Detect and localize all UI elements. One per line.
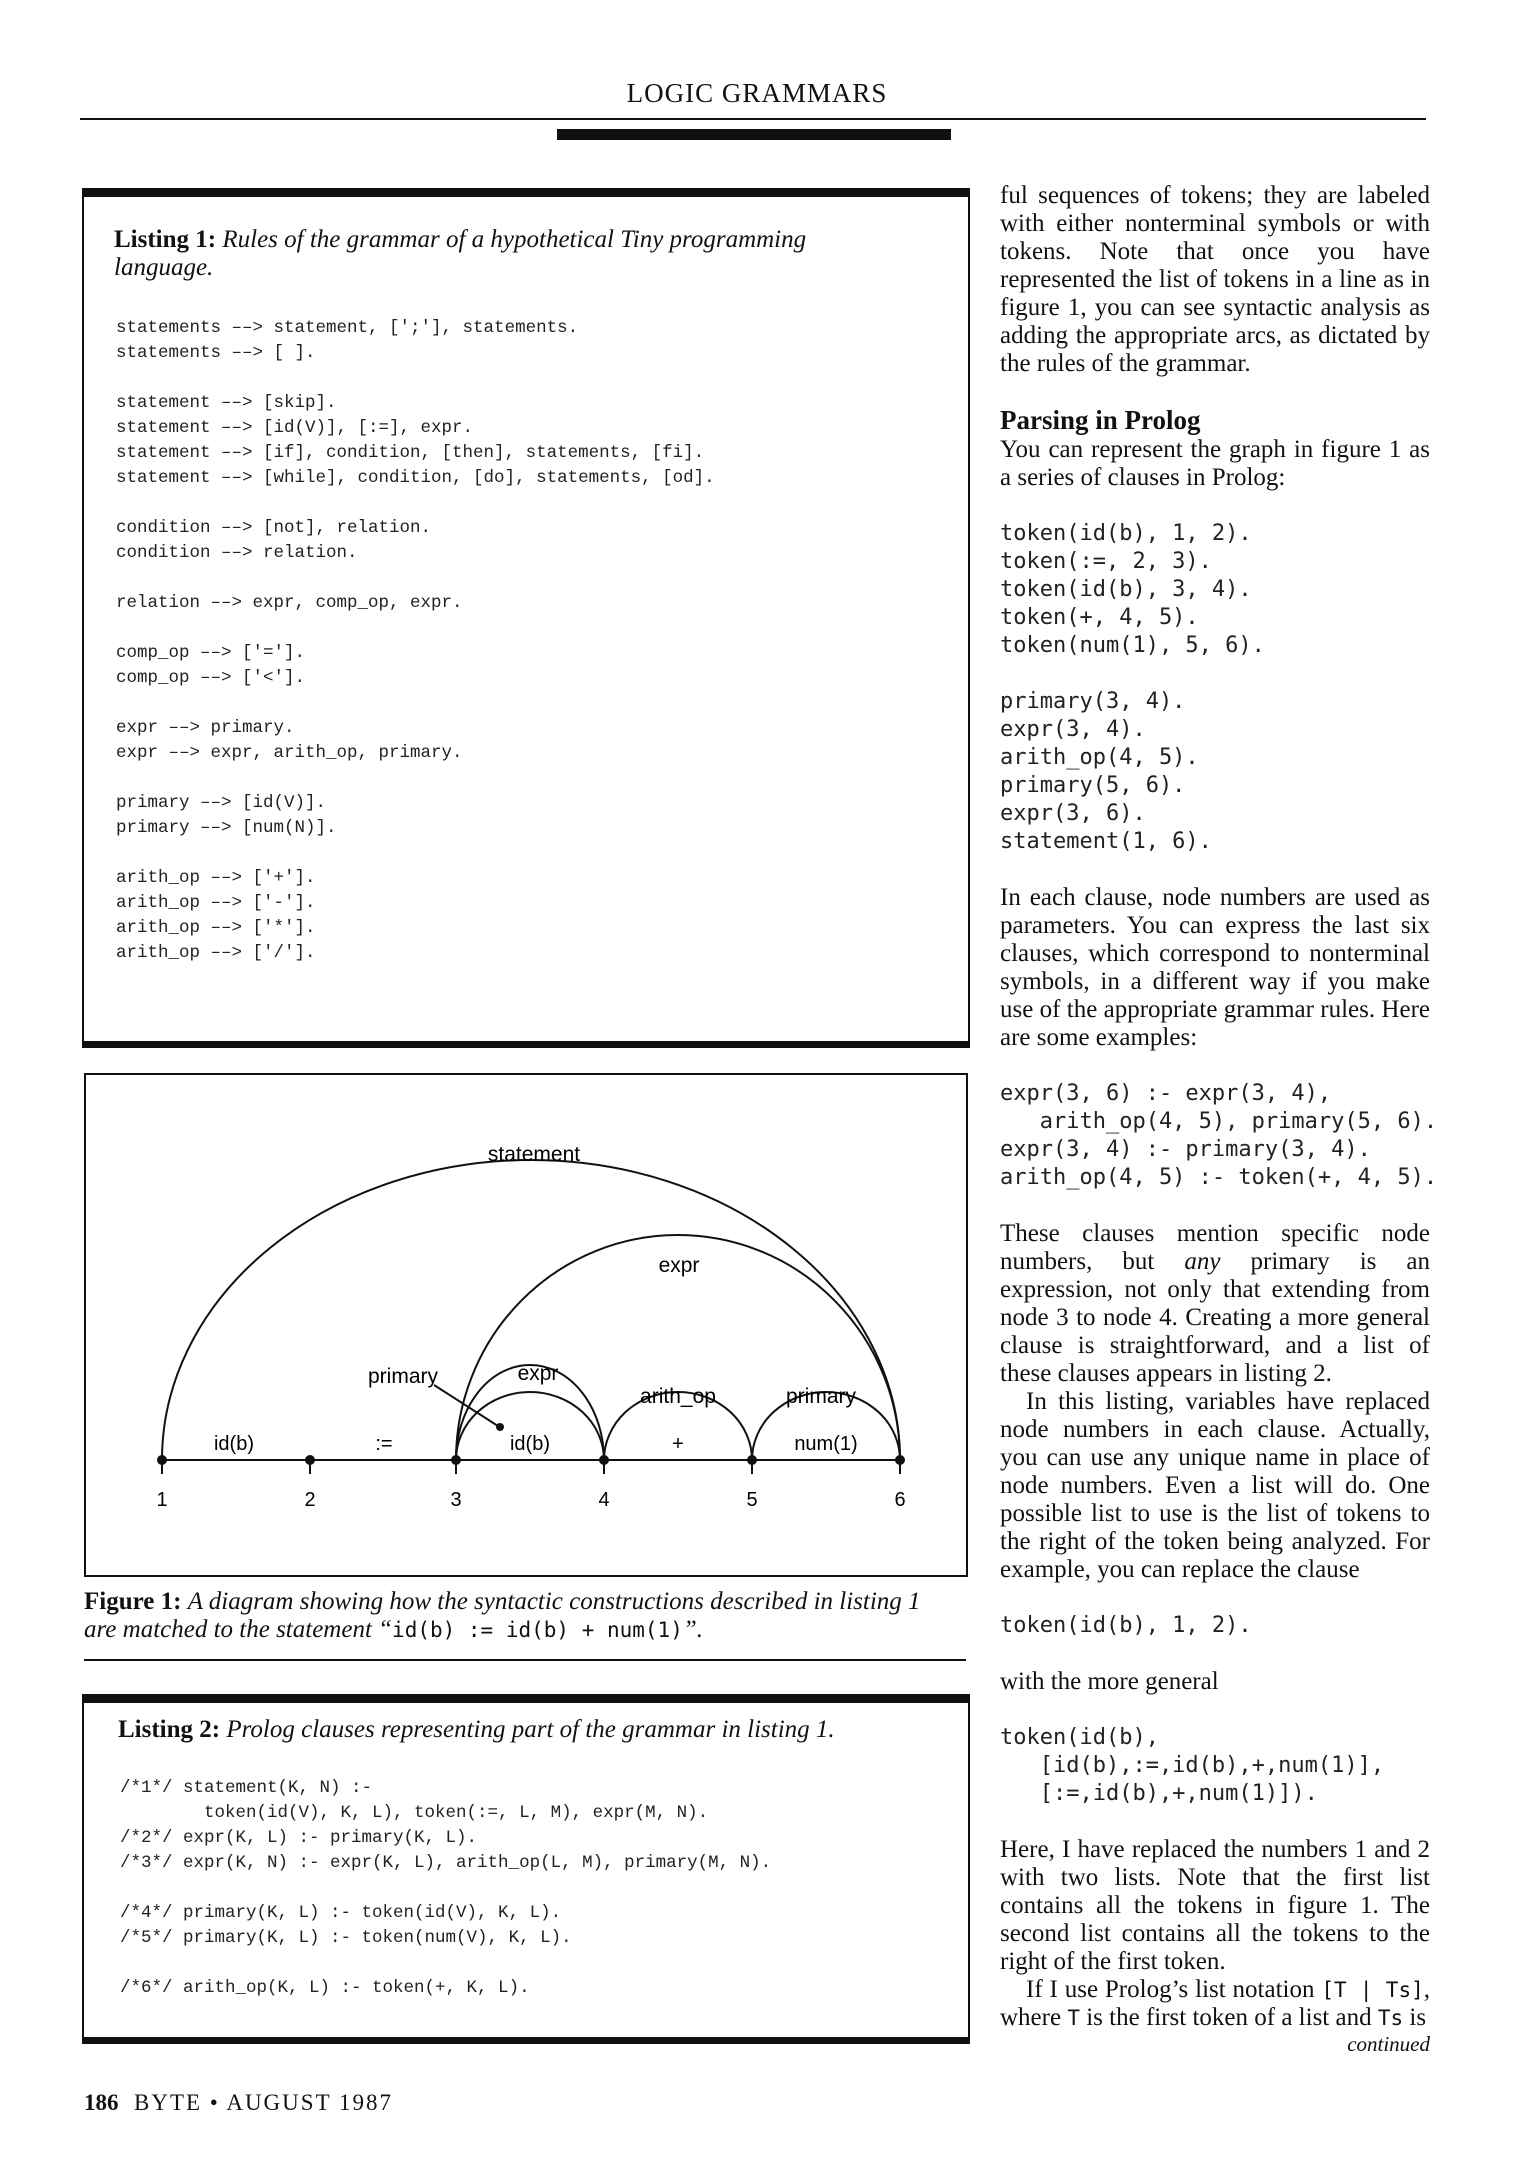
node-number: 3: [450, 1489, 462, 1511]
paragraph-8-text: , where: [1000, 1976, 1430, 2031]
code-line: expr(3, 4) :- primary(3, 4).: [1000, 1137, 1371, 1162]
listing-1-code-line: relation ––> expr, comp_op, expr.: [116, 593, 463, 613]
listing-1-label: Listing 1:: [114, 226, 217, 253]
header-rule: [80, 118, 1426, 120]
figure-1-caption-part1: A diagram showing how the syntactic constructions described in listing 1 are matched to the statement “: [84, 1588, 921, 1643]
paragraph-1: ful sequences of tokens; they are labeled with either nonterminal symbols or with tokens. Note that once you have represented the list of tokens in a line as in figure 1, you can see syntactic analysis as adding the appropriate arcs, as dictated by the rules of the grammar.: [1000, 182, 1430, 377]
listing-2-code-line: token(id(V), K, L), token(:=, L, M), expr(M, N).: [120, 1803, 709, 1823]
arc-label-expr-outer: expr: [658, 1254, 700, 1277]
token-label: +: [672, 1433, 684, 1455]
arc-label-arith-op: arith_op: [640, 1385, 716, 1408]
listing-1-code-group: [116, 641, 715, 691]
code-block-nonterminals: [1000, 688, 1430, 856]
arc-label-primary-left: primary: [367, 1365, 439, 1388]
code-line: [id(b),:=,id(b),+,num(1)],: [1000, 1753, 1385, 1778]
listing-1-code-line: arith_op ––> ['/'].: [116, 943, 316, 963]
listing-1-code-line: arith_op ––> ['+'].: [116, 868, 316, 888]
code-line: token(num(1), 5, 6).: [1000, 633, 1265, 658]
figure-1-label: Figure 1:: [84, 1588, 182, 1615]
page-number: 186: [84, 2090, 119, 2115]
header-bar: [557, 129, 951, 140]
node-number: 1: [156, 1489, 168, 1511]
token-label: id(b): [509, 1433, 551, 1455]
listing-2-code-line: /*3*/ expr(K, N) :- expr(K, L), arith_op(L, M), primary(M, N).: [120, 1853, 772, 1873]
listing-2-top-bar: [84, 1694, 968, 1703]
code-line: expr(3, 6).: [1000, 801, 1146, 826]
paragraph-8-text: is the first token of a list and: [1079, 2004, 1378, 2031]
paragraph-4-text: These clauses mention specific node numbers, but: [1000, 1220, 1430, 1275]
listing-1-code-group: [116, 791, 715, 841]
listing-2-code-line: /*4*/ primary(K, L) :- token(id(V), K, L).: [120, 1903, 562, 1923]
paragraph-4: [1000, 1220, 1430, 1388]
figure-1-caption: [84, 1588, 944, 1644]
listing-1-code: [116, 316, 715, 966]
code-block-tokens: [1000, 520, 1430, 660]
figure-1-caption-part2: ”.: [682, 1616, 703, 1643]
arc-label-expr-inner: expr: [517, 1362, 559, 1385]
listing-2-code-line: /*2*/ expr(K, L) :- primary(K, L).: [120, 1828, 478, 1848]
code-line: token(:=, 2, 3).: [1000, 549, 1212, 574]
code-line: primary(3, 4).: [1000, 689, 1186, 714]
node-dot: [599, 1455, 609, 1465]
code-line: token(+, 4, 5).: [1000, 605, 1199, 630]
listing-2-code-line: /*5*/ primary(K, L) :- token(num(V), K, L).: [120, 1928, 572, 1948]
listing-2-bottom-bar: [82, 2037, 970, 2044]
figure-1-caption-code: id(b) := id(b) + num(1): [392, 1618, 683, 1642]
paragraph-2: You can represent the graph in figure 1 as a series of clauses in Prolog:: [1000, 436, 1430, 491]
listing-1-code-line: statements ––> [ ].: [116, 343, 316, 363]
listing-1-code-line: statement ––> [while], condition, [do], statements, [od].: [116, 468, 715, 488]
listing-1-code-group: [116, 391, 715, 491]
listing-1-code-line: condition ––> [not], relation.: [116, 518, 432, 538]
paragraph-4-text: primary is an expression, not only that extending from node 3 to node 4. Creating a more general clause is straightforward, and a list of these clauses appears in listing 2.: [1000, 1248, 1430, 1387]
listing-1-code-line: condition ––> relation.: [116, 543, 358, 563]
listing-2-caption-text: Prolog clauses representing part of the grammar in listing 1.: [226, 1716, 835, 1743]
running-header: LOGIC GRAMMARS: [626, 78, 888, 108]
code-line: token(id(b), 3, 4).: [1000, 577, 1252, 602]
listing-1-code-line: primary ––> [id(V)].: [116, 793, 327, 813]
node-dot: [895, 1455, 905, 1465]
listing-2-code-line: /*6*/ arith_op(K, L) :- token(+, K, L).: [120, 1978, 530, 1998]
node-number: 4: [598, 1489, 610, 1511]
listing-1-code-group: [116, 591, 715, 616]
listing-2-box: [82, 1694, 970, 2044]
listing-2-code: [120, 1776, 771, 2001]
node-number: 5: [746, 1489, 758, 1511]
listing-1-top-bar: [84, 188, 968, 197]
arc-label-statement: statement: [487, 1143, 581, 1166]
figure-1-diagram: [86, 1075, 966, 1575]
paragraph-5: In this listing, variables have replaced node numbers in each clause. Actually, you can use any unique name in place of node numbers. Even a list will do. One possible list to use is the list of tokens to the right of the token being analyzed. For example, you can replace the clause: [1000, 1388, 1430, 1583]
code-line: expr(3, 4).: [1000, 717, 1146, 742]
listing-2-code-group: [120, 1976, 771, 2001]
primary-pointer-dot: [496, 1423, 504, 1431]
listing-2-code-line: /*1*/ statement(K, N) :-: [120, 1778, 373, 1798]
listing-1-code-line: statement ––> [id(V)], [:=], expr.: [116, 418, 474, 438]
code-line: arith_op(4, 5) :- token(+, 4, 5).: [1000, 1165, 1438, 1190]
listing-1-code-line: comp_op ––> ['='].: [116, 643, 306, 663]
node-number: 6: [894, 1489, 906, 1511]
listing-1-code-line: expr ––> expr, arith_op, primary.: [116, 743, 463, 763]
code-block-general-clause: [1000, 1724, 1430, 1808]
paragraph-8-code: T: [1067, 2006, 1080, 2030]
listing-1-code-line: expr ––> primary.: [116, 718, 295, 738]
listing-1-code-line: statement ––> [skip].: [116, 393, 337, 413]
code-line: primary(5, 6).: [1000, 773, 1186, 798]
continued-note: continued: [1347, 2032, 1430, 2056]
listing-1-box: [82, 188, 970, 1048]
listing-2-caption: [118, 1716, 938, 1744]
paragraph-7: Here, I have replaced the numbers 1 and 2 with two lists. Note that the first list contains all the tokens in figure 1. The second list contains all the tokens to the right of the first token.: [1000, 1836, 1430, 1975]
code-line: arith_op(4, 5).: [1000, 745, 1199, 770]
listing-1-bottom-bar: [82, 1041, 970, 1048]
listing-1-code-line: arith_op ––> ['-'].: [116, 893, 316, 913]
listing-2-code-group: [120, 1901, 771, 1951]
code-line: arith_op(4, 5), primary(5, 6).: [1000, 1109, 1438, 1134]
node-dot: [305, 1455, 315, 1465]
paragraph-3: In each clause, node numbers are used as parameters. You can express the last six clauses, which correspond to nonterminal symbols, in a different way if you make use of the appropriate grammar rules. Here are some examples:: [1000, 884, 1430, 1051]
paragraph-8-text: is: [1403, 2004, 1427, 2031]
node-dot: [747, 1455, 757, 1465]
listing-1-code-group: [116, 516, 715, 566]
code-line: [:=,id(b),+,num(1)]).: [1000, 1781, 1318, 1806]
node-number: 2: [304, 1489, 316, 1511]
figure-1-frame: [84, 1073, 968, 1577]
listing-2-code-group: [120, 1776, 771, 1876]
paragraph-8-text: If I use Prolog’s list notation: [1026, 1976, 1322, 2003]
listing-1-code-line: comp_op ––> ['<'].: [116, 668, 306, 688]
code-line: expr(3, 6) :- expr(3, 4),: [1000, 1081, 1332, 1106]
listing-1-code-line: statements ––> statement, [';'], statements.: [116, 318, 579, 338]
listing-2-label: Listing 2:: [118, 1716, 221, 1743]
paragraph-8-code: [T | Ts]: [1321, 1978, 1424, 2002]
arc-label-primary-right: primary: [785, 1385, 857, 1408]
page-footer: [84, 2090, 393, 2116]
listing-1-code-line: arith_op ––> ['*'].: [116, 918, 316, 938]
listing-1-code-line: statement ––> [if], condition, [then], statements, [fi].: [116, 443, 705, 463]
code-line: token(id(b), 1, 2).: [1000, 521, 1252, 546]
paragraph-8-code: Ts: [1377, 2006, 1404, 2030]
listing-1-caption-text: Rules of the grammar of a hypothetical Tiny programming language.: [114, 226, 807, 281]
statement-arc: [162, 1160, 900, 1460]
code-line: token(id(b),: [1000, 1725, 1159, 1750]
listing-1-caption: [114, 226, 894, 282]
token-label: num(1): [794, 1433, 858, 1455]
paragraph-4-emphasis: any: [1184, 1248, 1221, 1275]
code-line: statement(1, 6).: [1000, 829, 1212, 854]
code-block-examples: [1000, 1080, 1438, 1192]
body-column: [1000, 182, 1438, 2056]
token-label: :=: [375, 1433, 393, 1455]
paragraph-8: [1000, 1976, 1430, 2032]
node-dot: [157, 1455, 167, 1465]
section-heading: Parsing in Prolog: [1000, 405, 1201, 435]
paragraph-6: with the more general: [1000, 1668, 1219, 1695]
code-line: token(id(b), 1, 2).: [1000, 1613, 1252, 1638]
node-markers: [157, 1455, 905, 1474]
listing-1-code-group: [116, 866, 715, 966]
listing-1-code-group: [116, 316, 715, 366]
magazine-issue: BYTE • AUGUST 1987: [134, 2090, 393, 2115]
listing-1-code-line: primary ––> [num(N)].: [116, 818, 337, 838]
token-label: id(b): [213, 1433, 255, 1455]
listing-1-code-group: [116, 716, 715, 766]
node-dot: [451, 1455, 461, 1465]
figure-1-rule: [84, 1659, 966, 1661]
code-block-single-clause: [1000, 1612, 1430, 1640]
